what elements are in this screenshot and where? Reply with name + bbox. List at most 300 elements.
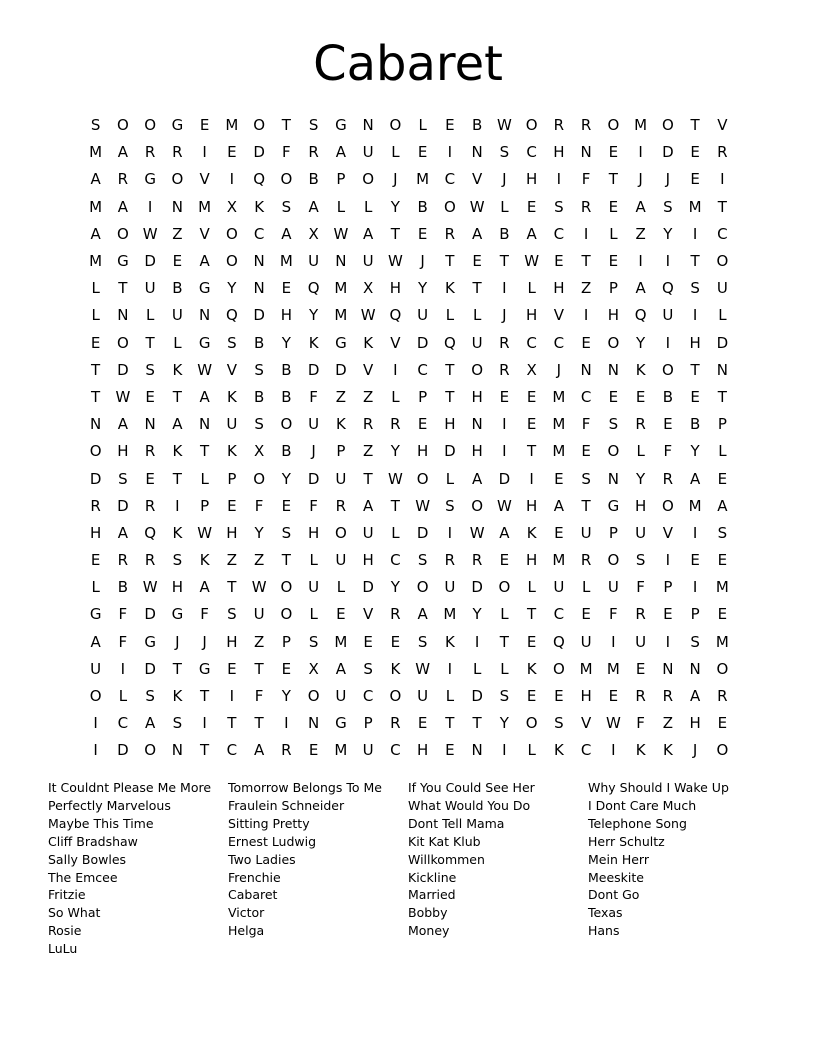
grid-letter[interactable]: D xyxy=(662,143,674,162)
grid-letter[interactable]: I xyxy=(447,523,453,542)
grid-letter[interactable]: P xyxy=(717,415,727,434)
grid-letter[interactable]: R xyxy=(308,143,319,162)
grid-letter[interactable]: R xyxy=(144,442,156,461)
grid-letter[interactable]: T xyxy=(363,469,373,488)
grid-letter[interactable]: L xyxy=(118,687,128,706)
grid-letter[interactable]: I xyxy=(638,252,643,271)
grid-letter[interactable]: M xyxy=(334,632,348,651)
grid-letter[interactable]: W xyxy=(142,578,158,597)
grid-letter[interactable]: I xyxy=(583,224,589,243)
grid-letter[interactable]: D xyxy=(716,333,729,352)
grid-letter[interactable]: V xyxy=(553,306,564,325)
grid-letter[interactable]: I xyxy=(202,714,207,733)
grid-letter[interactable]: H xyxy=(226,632,238,651)
grid-letter[interactable]: I xyxy=(665,252,671,271)
grid-letter[interactable]: R xyxy=(362,415,374,434)
grid-letter[interactable]: B xyxy=(662,387,674,406)
grid-letter[interactable]: L xyxy=(91,306,100,325)
grid-letter[interactable]: M xyxy=(225,116,239,135)
grid-letter[interactable]: R xyxy=(144,143,156,162)
grid-letter[interactable]: R xyxy=(635,415,646,434)
grid-letter[interactable]: G xyxy=(607,496,620,515)
grid-letter[interactable]: X xyxy=(308,659,319,678)
grid-letter[interactable]: H xyxy=(525,551,538,570)
grid-letter[interactable]: Y xyxy=(499,714,509,733)
grid-letter[interactable]: V xyxy=(471,170,483,189)
grid-letter[interactable]: A xyxy=(689,469,701,488)
grid-letter[interactable]: H xyxy=(280,306,293,325)
grid-letter[interactable]: C xyxy=(362,687,374,706)
grid-letter[interactable]: R xyxy=(444,551,456,570)
grid-letter[interactable]: L xyxy=(500,197,509,216)
grid-letter[interactable]: Y xyxy=(636,333,646,352)
grid-letter[interactable]: G xyxy=(198,333,211,352)
grid-letter[interactable]: N xyxy=(253,252,265,271)
grid-letter[interactable]: C xyxy=(417,360,428,379)
grid-letter[interactable]: N xyxy=(471,143,483,162)
grid-letter[interactable]: E xyxy=(227,659,237,678)
grid-letter[interactable]: L xyxy=(336,578,346,597)
grid-letter[interactable]: D xyxy=(416,333,429,352)
grid-letter[interactable]: N xyxy=(199,306,211,325)
grid-letter[interactable]: Q xyxy=(552,632,565,651)
grid-letter[interactable]: H xyxy=(553,279,565,298)
grid-letter[interactable]: U xyxy=(716,279,728,298)
grid-letter[interactable]: H xyxy=(444,415,456,434)
grid-letter[interactable]: U xyxy=(635,632,647,651)
grid-letter[interactable]: Q xyxy=(225,306,238,325)
grid-letter[interactable]: E xyxy=(717,714,728,733)
grid-letter[interactable]: E xyxy=(581,605,591,624)
grid-letter[interactable]: E xyxy=(281,659,292,678)
grid-letter[interactable]: M xyxy=(89,143,103,162)
grid-letter[interactable]: O xyxy=(607,442,620,461)
grid-letter[interactable]: U xyxy=(226,415,238,434)
grid-letter[interactable]: O xyxy=(552,659,565,678)
grid-letter[interactable]: J xyxy=(420,252,425,271)
grid-letter[interactable]: R xyxy=(390,415,401,434)
grid-letter[interactable]: I xyxy=(229,170,235,189)
grid-letter[interactable]: K xyxy=(635,741,646,760)
grid-letter[interactable]: X xyxy=(253,442,265,461)
grid-letter[interactable]: O xyxy=(661,116,674,135)
grid-letter[interactable]: E xyxy=(635,659,646,678)
grid-letter[interactable]: T xyxy=(717,387,727,406)
grid-letter[interactable]: Y xyxy=(690,442,700,461)
grid-letter[interactable]: E xyxy=(663,415,673,434)
grid-letter[interactable]: H xyxy=(607,306,620,325)
grid-letter[interactable]: R xyxy=(444,224,456,243)
grid-letter[interactable]: P xyxy=(608,279,618,298)
grid-letter[interactable]: T xyxy=(172,387,182,406)
grid-letter[interactable]: T xyxy=(200,687,210,706)
grid-letter[interactable]: L xyxy=(309,605,318,624)
grid-letter[interactable]: G xyxy=(198,659,211,678)
grid-letter[interactable]: L xyxy=(91,578,100,597)
grid-letter[interactable]: H xyxy=(389,279,402,298)
grid-letter[interactable]: C xyxy=(390,741,401,760)
grid-letter[interactable]: L xyxy=(472,306,482,325)
grid-letter[interactable]: I xyxy=(447,659,453,678)
grid-letter[interactable]: A xyxy=(117,197,128,216)
grid-letter[interactable]: E xyxy=(499,387,510,406)
grid-letter[interactable]: B xyxy=(499,224,510,243)
grid-letter[interactable]: S xyxy=(281,523,292,542)
grid-letter[interactable]: M xyxy=(634,116,648,135)
grid-letter[interactable]: H xyxy=(416,741,429,760)
grid-letter[interactable]: F xyxy=(200,605,209,624)
grid-letter[interactable]: U xyxy=(362,741,374,760)
grid-letter[interactable]: C xyxy=(526,333,537,352)
grid-letter[interactable]: O xyxy=(280,605,293,624)
grid-letter[interactable]: D xyxy=(144,659,156,678)
grid-letter[interactable]: U xyxy=(308,415,320,434)
grid-letter[interactable]: M xyxy=(715,632,729,651)
grid-letter[interactable]: M xyxy=(552,415,566,434)
grid-letter[interactable]: H xyxy=(471,387,483,406)
grid-letter[interactable]: M xyxy=(715,578,729,597)
grid-letter[interactable]: D xyxy=(117,360,129,379)
grid-letter[interactable]: D xyxy=(89,469,102,488)
grid-letter[interactable]: N xyxy=(90,415,102,434)
grid-letter[interactable]: V xyxy=(362,360,374,379)
grid-letter[interactable]: M xyxy=(334,306,348,325)
grid-letter[interactable]: S xyxy=(417,632,428,651)
grid-letter[interactable]: I xyxy=(474,632,480,651)
grid-letter[interactable]: F xyxy=(663,442,673,461)
grid-letter[interactable]: Y xyxy=(663,224,673,243)
grid-letter[interactable]: T xyxy=(581,496,591,515)
grid-letter[interactable]: A xyxy=(635,279,646,298)
grid-letter[interactable]: O xyxy=(253,469,266,488)
grid-letter[interactable]: S xyxy=(581,469,591,488)
grid-letter[interactable]: H xyxy=(117,442,129,461)
grid-letter[interactable]: M xyxy=(89,197,103,216)
grid-letter[interactable]: Y xyxy=(472,605,482,624)
grid-letter[interactable]: G xyxy=(335,333,347,352)
grid-letter[interactable]: G xyxy=(171,605,184,624)
grid-letter[interactable]: G xyxy=(117,252,129,271)
grid-letter[interactable]: C xyxy=(553,333,565,352)
grid-letter[interactable]: Q xyxy=(307,279,320,298)
grid-letter[interactable]: B xyxy=(281,442,292,461)
grid-letter[interactable]: Q xyxy=(634,306,647,325)
grid-letter[interactable]: D xyxy=(471,578,483,597)
grid-letter[interactable]: E xyxy=(281,496,292,515)
grid-letter[interactable]: S xyxy=(554,197,564,216)
grid-letter[interactable]: L xyxy=(391,387,400,406)
grid-letter[interactable]: U xyxy=(362,523,374,542)
grid-letter[interactable]: O xyxy=(525,714,538,733)
grid-letter[interactable]: T xyxy=(690,116,700,135)
grid-letter[interactable]: H xyxy=(689,714,701,733)
grid-letter[interactable]: E xyxy=(554,252,564,271)
grid-letter[interactable]: O xyxy=(334,523,347,542)
grid-letter[interactable]: I xyxy=(665,551,671,570)
grid-letter[interactable]: N xyxy=(144,415,156,434)
grid-letter[interactable]: S xyxy=(254,360,264,379)
grid-letter[interactable]: L xyxy=(527,741,536,760)
grid-letter[interactable]: K xyxy=(444,632,455,651)
grid-letter[interactable]: L xyxy=(527,578,536,597)
grid-letter[interactable]: I xyxy=(665,333,671,352)
grid-letter[interactable]: T xyxy=(717,197,727,216)
grid-letter[interactable]: E xyxy=(608,197,619,216)
grid-letter[interactable]: Y xyxy=(227,279,237,298)
grid-letter[interactable]: V xyxy=(390,333,401,352)
grid-letter[interactable]: D xyxy=(307,469,320,488)
grid-letter[interactable]: L xyxy=(445,469,455,488)
grid-letter[interactable]: V xyxy=(580,714,592,733)
grid-letter[interactable]: E xyxy=(554,469,564,488)
grid-letter[interactable]: I xyxy=(556,170,562,189)
grid-letter[interactable]: T xyxy=(390,496,400,515)
grid-letter[interactable]: F xyxy=(309,387,318,406)
grid-letter[interactable]: E xyxy=(145,387,155,406)
grid-letter[interactable]: W xyxy=(197,523,213,542)
grid-letter[interactable]: L xyxy=(445,687,455,706)
grid-letter[interactable]: L xyxy=(609,224,618,243)
grid-letter[interactable]: A xyxy=(526,224,537,243)
grid-letter[interactable]: E xyxy=(336,605,346,624)
grid-letter[interactable]: J xyxy=(665,170,671,189)
grid-letter[interactable]: L xyxy=(391,523,400,542)
grid-letter[interactable]: N xyxy=(471,415,483,434)
grid-letter[interactable]: A xyxy=(117,523,128,542)
grid-letter[interactable]: A xyxy=(253,741,265,760)
grid-letter[interactable]: T xyxy=(690,252,700,271)
grid-letter[interactable]: E xyxy=(554,523,564,542)
grid-letter[interactable]: J xyxy=(502,306,507,325)
grid-letter[interactable]: A xyxy=(635,197,646,216)
grid-letter[interactable]: Q xyxy=(144,523,157,542)
grid-letter[interactable]: N xyxy=(607,469,619,488)
grid-letter[interactable]: R xyxy=(717,687,728,706)
grid-letter[interactable]: D xyxy=(498,469,511,488)
grid-letter[interactable]: A xyxy=(117,143,128,162)
grid-letter[interactable]: D xyxy=(444,442,456,461)
letter-grid[interactable] xyxy=(82,112,736,760)
grid-letter[interactable]: G xyxy=(335,714,347,733)
grid-letter[interactable]: V xyxy=(199,170,210,189)
grid-letter[interactable]: T xyxy=(527,442,537,461)
grid-letter[interactable]: W xyxy=(142,224,158,243)
grid-letter[interactable]: B xyxy=(253,333,265,352)
grid-letter[interactable]: T xyxy=(472,714,482,733)
grid-letter[interactable]: E xyxy=(690,387,700,406)
grid-letter[interactable]: W xyxy=(251,578,267,597)
grid-letter[interactable]: O xyxy=(144,116,157,135)
grid-letter[interactable]: T xyxy=(227,714,237,733)
grid-letter[interactable]: E xyxy=(717,605,728,624)
grid-letter[interactable]: U xyxy=(335,469,347,488)
grid-letter[interactable]: D xyxy=(144,605,156,624)
grid-letter[interactable]: S xyxy=(363,659,373,678)
grid-letter[interactable]: M xyxy=(279,252,293,271)
grid-letter[interactable]: F xyxy=(282,143,291,162)
grid-letter[interactable]: O xyxy=(280,170,293,189)
grid-letter[interactable]: N xyxy=(171,197,183,216)
grid-letter[interactable]: N xyxy=(362,116,374,135)
grid-letter[interactable]: O xyxy=(716,252,729,271)
grid-letter[interactable]: P xyxy=(418,387,428,406)
grid-letter[interactable]: N xyxy=(689,659,701,678)
grid-letter[interactable]: U xyxy=(335,687,347,706)
grid-letter[interactable]: I xyxy=(175,496,180,515)
grid-letter[interactable]: F xyxy=(118,632,128,651)
grid-letter[interactable]: C xyxy=(253,224,265,243)
grid-letter[interactable]: E xyxy=(581,442,591,461)
grid-letter[interactable]: L xyxy=(145,306,155,325)
grid-letter[interactable]: I xyxy=(93,714,98,733)
grid-letter[interactable]: O xyxy=(280,578,293,597)
grid-letter[interactable]: R xyxy=(90,496,101,515)
grid-letter[interactable]: A xyxy=(689,687,701,706)
grid-letter[interactable]: T xyxy=(227,578,237,597)
grid-letter[interactable]: U xyxy=(580,632,592,651)
grid-letter[interactable]: U xyxy=(308,578,320,597)
grid-letter[interactable]: N xyxy=(199,415,211,434)
grid-letter[interactable]: B xyxy=(253,387,265,406)
grid-letter[interactable]: M xyxy=(443,605,457,624)
grid-letter[interactable]: F xyxy=(636,578,645,597)
grid-letter[interactable]: V xyxy=(717,116,728,135)
grid-letter[interactable]: O xyxy=(607,116,620,135)
grid-letter[interactable]: O xyxy=(525,116,538,135)
grid-letter[interactable]: S xyxy=(635,551,646,570)
grid-letter[interactable]: A xyxy=(417,605,428,624)
grid-letter[interactable]: B xyxy=(117,578,129,597)
grid-letter[interactable]: O xyxy=(89,442,102,461)
grid-letter[interactable]: O xyxy=(443,197,456,216)
grid-letter[interactable]: Q xyxy=(661,279,674,298)
grid-letter[interactable]: R xyxy=(172,143,183,162)
grid-letter[interactable]: U xyxy=(308,252,320,271)
grid-letter[interactable]: E xyxy=(472,252,482,271)
grid-letter[interactable]: R xyxy=(144,496,156,515)
grid-letter[interactable]: H xyxy=(525,170,538,189)
grid-letter[interactable]: I xyxy=(583,306,589,325)
grid-letter[interactable]: E xyxy=(417,415,428,434)
grid-letter[interactable]: E xyxy=(445,116,455,135)
grid-letter[interactable]: K xyxy=(226,442,237,461)
grid-letter[interactable]: E xyxy=(526,387,537,406)
grid-letter[interactable]: L xyxy=(173,333,182,352)
grid-letter[interactable]: O xyxy=(116,224,129,243)
grid-letter[interactable]: D xyxy=(253,143,265,162)
grid-letter[interactable]: H xyxy=(553,143,565,162)
grid-letter[interactable]: E xyxy=(526,632,537,651)
grid-letter[interactable]: T xyxy=(254,714,264,733)
grid-letter[interactable]: K xyxy=(553,741,564,760)
grid-letter[interactable]: E xyxy=(581,333,591,352)
grid-letter[interactable]: E xyxy=(717,551,728,570)
grid-letter[interactable]: K xyxy=(172,442,183,461)
grid-letter[interactable]: R xyxy=(117,170,129,189)
grid-letter[interactable]: L xyxy=(636,442,645,461)
grid-letter[interactable]: R xyxy=(281,741,292,760)
grid-letter[interactable]: T xyxy=(445,387,455,406)
grid-letter[interactable]: X xyxy=(308,224,319,243)
grid-letter[interactable]: S xyxy=(663,197,673,216)
grid-letter[interactable]: D xyxy=(335,360,347,379)
grid-letter[interactable]: W xyxy=(605,714,621,733)
grid-letter[interactable]: U xyxy=(144,279,156,298)
grid-letter[interactable]: X xyxy=(362,279,374,298)
grid-letter[interactable]: T xyxy=(145,333,155,352)
grid-letter[interactable]: Y xyxy=(390,442,400,461)
grid-letter[interactable]: S xyxy=(227,605,237,624)
grid-letter[interactable]: O xyxy=(607,551,620,570)
grid-letter[interactable]: P xyxy=(281,632,291,651)
grid-letter[interactable]: K xyxy=(226,387,237,406)
grid-letter[interactable]: N xyxy=(607,360,619,379)
grid-letter[interactable]: A xyxy=(281,224,292,243)
grid-letter[interactable]: I xyxy=(665,632,671,651)
grid-letter[interactable]: K xyxy=(444,279,455,298)
grid-letter[interactable]: Z xyxy=(362,387,374,406)
grid-letter[interactable]: S xyxy=(90,116,101,135)
grid-letter[interactable]: L xyxy=(418,116,427,135)
grid-letter[interactable]: M xyxy=(416,170,430,189)
grid-letter[interactable]: N xyxy=(308,714,320,733)
grid-letter[interactable]: S xyxy=(145,360,155,379)
grid-letter[interactable]: L xyxy=(200,469,209,488)
grid-letter[interactable]: K xyxy=(172,687,183,706)
grid-letter[interactable]: U xyxy=(444,578,456,597)
grid-letter[interactable]: U xyxy=(171,306,183,325)
grid-letter[interactable]: U xyxy=(635,523,647,542)
grid-letter[interactable]: I xyxy=(692,523,698,542)
grid-letter[interactable]: I xyxy=(447,143,453,162)
grid-letter[interactable]: D xyxy=(416,523,429,542)
grid-letter[interactable]: D xyxy=(253,306,265,325)
grid-letter[interactable]: V xyxy=(362,605,374,624)
grid-letter[interactable]: L xyxy=(91,279,100,298)
grid-letter[interactable]: H xyxy=(634,496,647,515)
grid-letter[interactable]: T xyxy=(390,224,400,243)
grid-letter[interactable]: P xyxy=(336,170,346,189)
grid-letter[interactable]: A xyxy=(199,252,210,271)
grid-letter[interactable]: J xyxy=(202,632,207,651)
grid-letter[interactable]: A xyxy=(335,143,346,162)
grid-letter[interactable]: T xyxy=(254,659,264,678)
grid-letter[interactable]: B xyxy=(281,360,292,379)
grid-letter[interactable]: R xyxy=(635,605,646,624)
grid-letter[interactable]: I xyxy=(692,306,698,325)
grid-letter[interactable]: R xyxy=(390,714,401,733)
grid-letter[interactable]: E xyxy=(690,170,700,189)
grid-letter[interactable]: V xyxy=(199,224,210,243)
grid-letter[interactable]: K xyxy=(172,360,183,379)
grid-letter[interactable]: O xyxy=(144,741,157,760)
grid-letter[interactable]: T xyxy=(200,741,210,760)
grid-letter[interactable]: R xyxy=(580,116,592,135)
grid-letter[interactable]: B xyxy=(172,279,183,298)
grid-letter[interactable]: E xyxy=(90,551,101,570)
grid-letter[interactable]: H xyxy=(525,496,538,515)
grid-letter[interactable]: T xyxy=(445,252,455,271)
grid-letter[interactable]: D xyxy=(307,360,320,379)
grid-letter[interactable]: T xyxy=(608,170,618,189)
grid-letter[interactable]: O xyxy=(716,659,729,678)
grid-letter[interactable]: A xyxy=(717,496,728,515)
grid-letter[interactable]: Q xyxy=(389,306,402,325)
grid-letter[interactable]: Q xyxy=(443,333,456,352)
grid-letter[interactable]: T xyxy=(499,252,509,271)
grid-letter[interactable]: R xyxy=(499,360,510,379)
grid-letter[interactable]: J xyxy=(692,741,698,760)
